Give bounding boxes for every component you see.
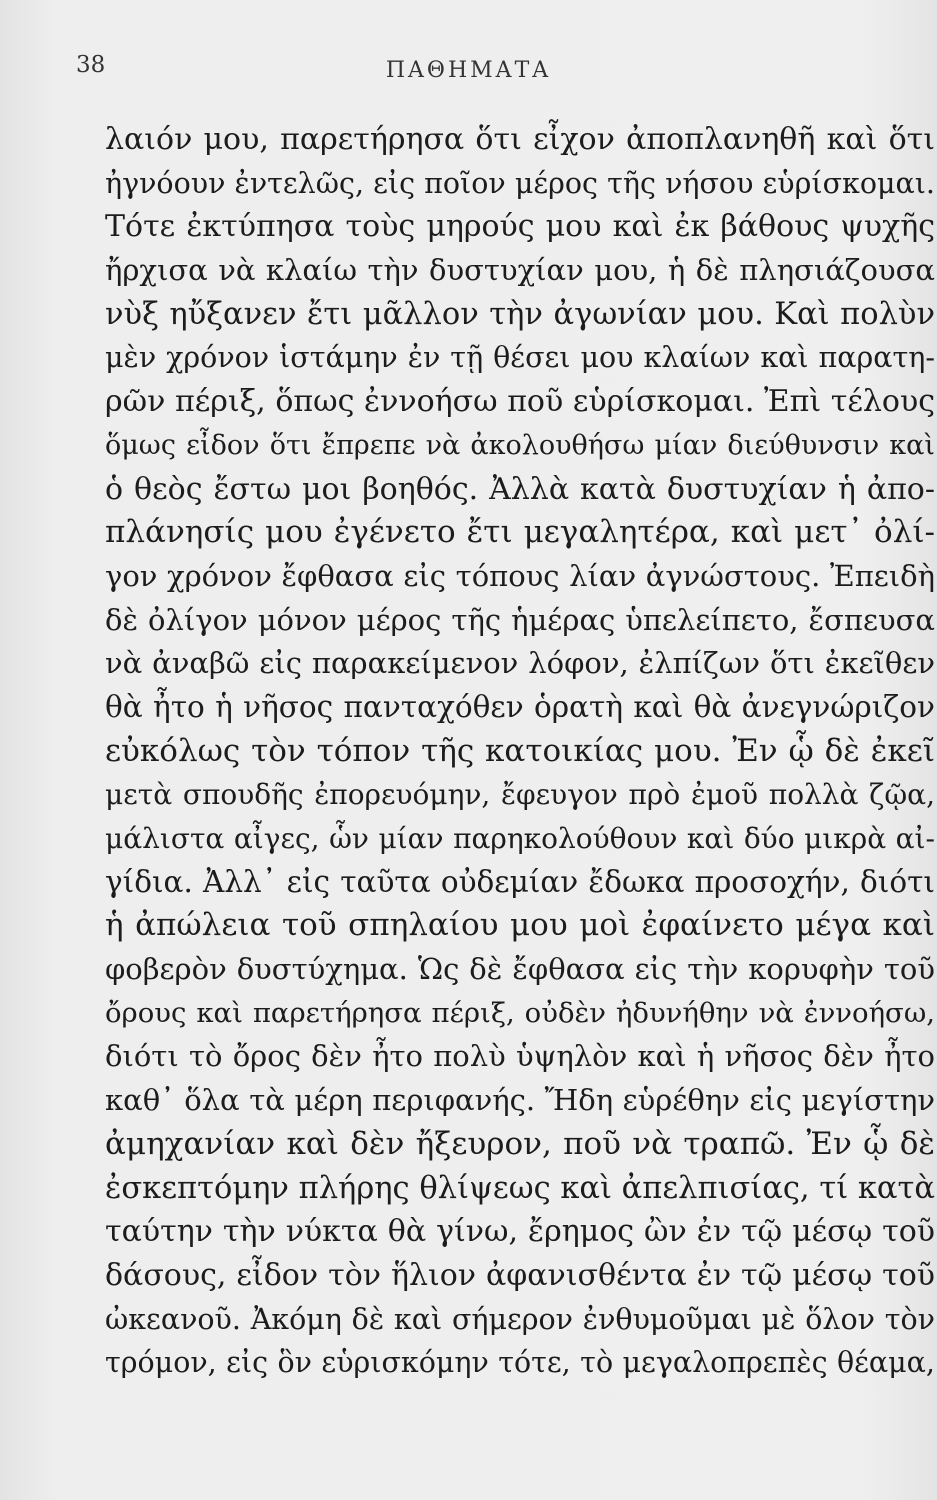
- text-line: δάσους, εἶδον τὸν ἥλιον ἀφανισθέντα ἐν τῷ μέσῳ τοῦ: [105, 1257, 935, 1293]
- text-line: γον χρόνον ἔφθασα εἰς τόπους λίαν ἀγνώστους. Ἐπειδὴ: [105, 558, 935, 593]
- text-line: ὅμως εἶδον ὅτι ἔπρεπε νὰ ἀκολουθήσω μίαν διεύθυνσιν καὶ: [105, 429, 935, 461]
- text-line: μὲν χρόνον ἱστάμην ἐν τῇ θέσει μου κλαίων καὶ παρατη-: [105, 341, 935, 375]
- text-line: θὰ ἦτο ἡ νῆσος πανταχόθεν ὁρατὴ καὶ θὰ ἀνεγνώριζον: [105, 689, 935, 724]
- page-number: 38: [76, 52, 106, 78]
- text-line: ταύτην τὴν νύκτα θὰ γίνω, ἔρημος ὢν ἐν τῷ μέσῳ τοῦ: [105, 1214, 935, 1250]
- text-line: νὰ ἀναβῶ εἰς παρακείμενον λόφον, ἐλπίζων ὅτι ἐκεῖθεν: [105, 646, 935, 681]
- text-line: δὲ ὀλίγον μόνον μέρος τῆς ἡμέρας ὑπελείπετο, ἔσπευσα: [105, 602, 935, 637]
- running-head: ΠΑΘΗΜΑΤΑ: [385, 58, 552, 83]
- text-line: ἤρχισα νὰ κλαίω τὴν δυστυχίαν μου, ἡ δὲ πλησιάζουσα: [105, 253, 935, 288]
- text-line: ὠκεανοῦ. Ἀκόμη δὲ καὶ σήμερον ἐνθυμοῦμαι μὲ ὅλον τὸν: [105, 1302, 935, 1336]
- text-line: διότι τὸ ὄρος δὲν ἦτο πολὺ ὑψηλὸν καὶ ἡ νῆσος δὲν ἦτο: [105, 1039, 935, 1074]
- text-line: ἡ ἀπώλεια τοῦ σπηλαίου μου μοὶ ἐφαίνετο μέγα καὶ: [105, 907, 935, 944]
- text-line: μετὰ σπουδῆς ἐπορευόμην, ἔφευγον πρὸ ἐμοῦ πολλὰ ζῷα,: [105, 778, 935, 812]
- text-line: ὁ θεὸς ἔστω μοι βοηθός. Ἀλλὰ κατὰ δυστυχίαν ἡ ἀπο-: [105, 471, 935, 507]
- text-line: λαιόν μου, παρετήρησα ὅτι εἶχον ἀποπλανηθῆ καὶ ὅτι: [105, 122, 935, 157]
- text-line: ἀμηχανίαν καὶ δὲν ἤξευρον, ποῦ νὰ τραπῶ. Ἐν ᾧ δὲ: [105, 1125, 935, 1162]
- text-line: φοβερὸν δυστύχημα. Ὡς δὲ ἔφθασα εἰς τὴν κορυφὴν τοῦ: [105, 952, 935, 987]
- text-line: Τότε ἐκτύπησα τοὺς μηρούς μου καὶ ἐκ βάθους ψυχῆς: [105, 209, 935, 245]
- text-line: τρόμον, εἰς ὃν εὑρισκόμην τότε, τὸ μεγαλοπρεπὲς θέαμα,: [105, 1346, 935, 1380]
- text-line: ρῶν πέριξ, ὅπως ἐννοήσω ποῦ εὑρίσκομαι. Ἐπὶ τέλους: [105, 384, 935, 420]
- text-line: καθ᾽ ὅλα τὰ μέρη περιφανής. Ἤδη εὑρέθην εἰς μεγίστην: [105, 1083, 935, 1118]
- text-line: πλάνησίς μου ἐγένετο ἔτι μεγαλητέρα, καὶ μετ᾽ ὀλί-: [105, 514, 935, 551]
- text-line: γίδια. Ἀλλ᾽ εἰς ταῦτα οὐδεμίαν ἔδωκα προσοχήν, διότι: [105, 864, 935, 899]
- text-line: ἠγνόουν ἐντελῶς, εἰς ποῖον μέρος τῆς νήσου εὑρίσκομαι.: [105, 166, 935, 200]
- text-line: νὺξ ηὔξανεν ἔτι μᾶλλον τὴν ἀγωνίαν μου. Καὶ πολὺν: [105, 296, 935, 332]
- text-line: εὐκόλως τὸν τόπον τῆς κατοικίας μου. Ἐν ᾧ δὲ ἐκεῖ: [105, 732, 935, 769]
- text-line: ὄρους καὶ παρετήρησα πέριξ, οὐδὲν ἠδυνήθην νὰ ἐννοήσω,: [105, 996, 935, 1029]
- text-line: μάλιστα αἶγες, ὧν μίαν παρηκολούθουν καὶ δύο μικρὰ αἰ-: [105, 822, 935, 855]
- body-text: [105, 118, 935, 1385]
- text-line: ἐσκεπτόμην πλήρης θλίψεως καὶ ἀπελπισίας, τί κατὰ: [105, 1170, 935, 1206]
